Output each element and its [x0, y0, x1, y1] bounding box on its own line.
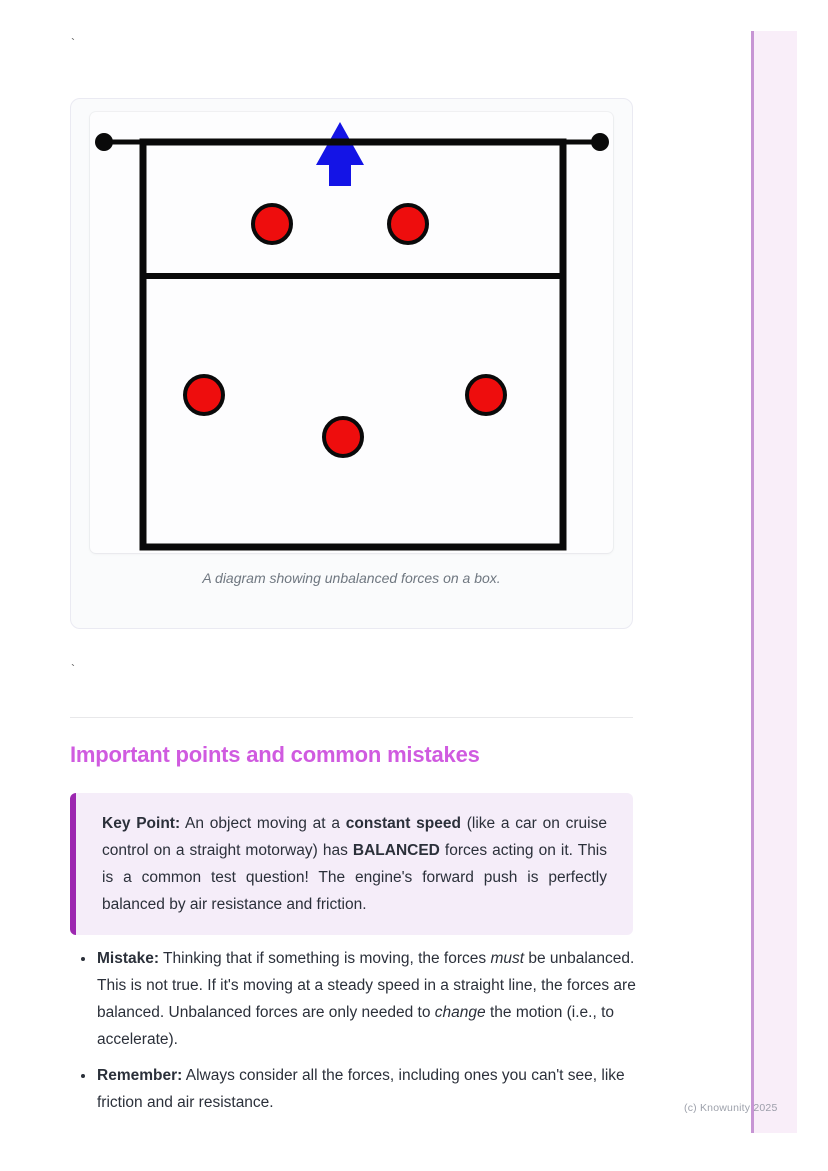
anchor-dot-left	[95, 133, 113, 151]
bullet-label: Mistake:	[97, 950, 160, 967]
bullet-text: be unbalanced. This is not true. If it's moving at a steady speed in a straight line, the forces are balanced. Unbalanced forces are only needed to	[97, 950, 636, 1021]
section-divider	[70, 717, 633, 718]
key-point-bold-constant-speed: constant speed	[345, 815, 461, 832]
anchor-dot-right	[591, 133, 609, 151]
force-circle	[467, 376, 505, 414]
force-circle	[389, 205, 427, 243]
force-circle	[185, 376, 223, 414]
bullet-label: Remember:	[97, 1067, 183, 1084]
list-item-mistake	[96, 945, 659, 1053]
bullet-text: Always consider all the forces, including ones you can't see, like friction and air resistance.	[97, 1067, 625, 1111]
force-diagram-svg	[90, 112, 613, 553]
force-diagram-image	[90, 112, 613, 553]
force-circle	[253, 205, 291, 243]
section-heading: Important points and common mistakes	[70, 742, 480, 767]
force-circle	[324, 418, 362, 456]
key-point-text: (like a car on cruise control on a straight motorway) has	[102, 815, 607, 859]
stray-backtick-bottom: `	[71, 662, 75, 676]
figure-caption: A diagram showing unbalanced forces on a box.	[202, 570, 501, 586]
list-item-remember	[96, 1062, 659, 1116]
key-point-callout	[70, 793, 633, 935]
figure-card	[70, 98, 633, 629]
bullet-list	[70, 945, 659, 1125]
page-margin-strip	[751, 31, 797, 1133]
box-outline	[143, 142, 563, 547]
key-point-text: forces acting on it. This is a common test question! The engine's forward push is perfectly balanced by air resistance and friction.	[102, 842, 608, 913]
watermark: (c) Knowunity 2025	[684, 1102, 778, 1114]
key-point-label: Key Point:	[102, 815, 181, 832]
bullet-italic-change: change	[434, 1004, 486, 1021]
stray-backtick-top: `	[71, 36, 75, 50]
bullet-text: the motion (i.e., to accelerate).	[97, 1004, 615, 1048]
up-force-arrow-icon	[316, 122, 364, 186]
key-point-text: An object moving at a	[180, 815, 346, 832]
bullet-text: Thinking that if something is moving, the forces	[159, 950, 491, 967]
key-point-bold-balanced: BALANCED	[352, 842, 440, 859]
bullet-italic-must: must	[490, 950, 525, 967]
